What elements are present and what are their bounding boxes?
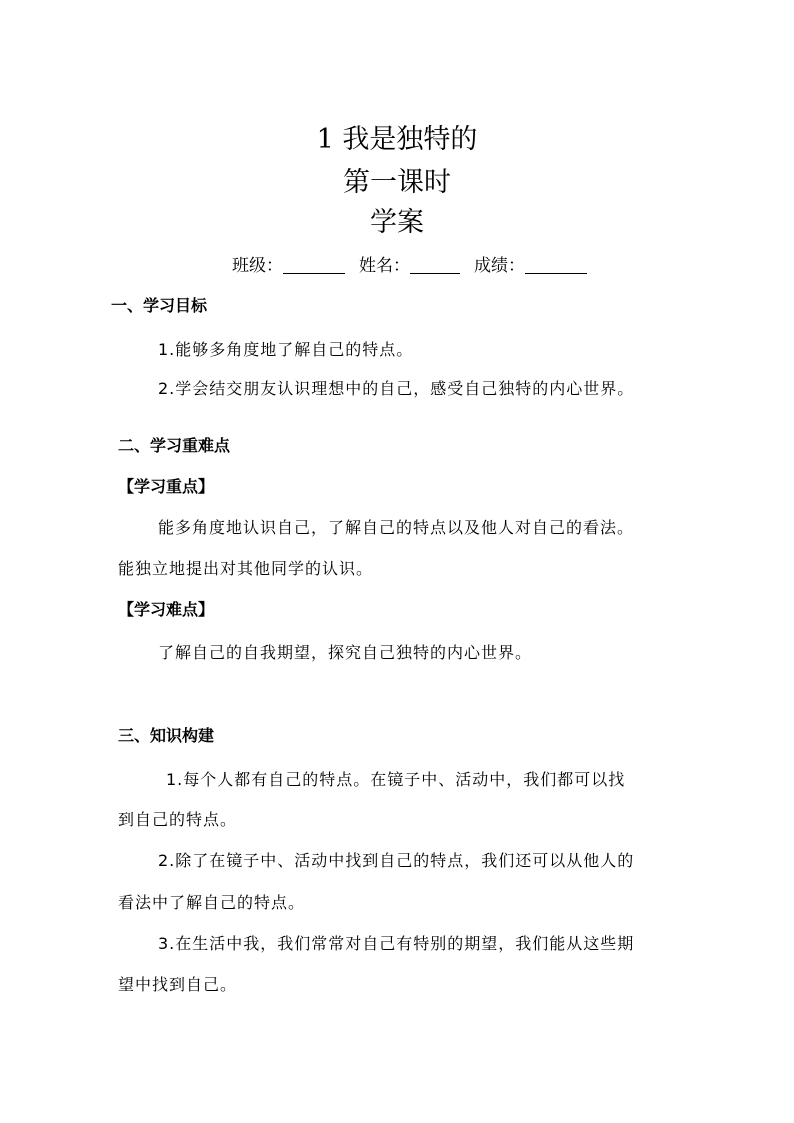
knowledge-item-3-line-2: 望中找到自己。 bbox=[118, 975, 238, 994]
doc-type: 学案 bbox=[370, 207, 424, 238]
class-blank bbox=[283, 255, 345, 274]
section-heading-key-points: 二、学习重难点 bbox=[118, 436, 231, 455]
class-label: 班级： bbox=[232, 256, 283, 276]
name-blank bbox=[410, 255, 460, 274]
knowledge-item-2-line-1: 2.除了在镜子中、活动中找到自己的特点，我们还可以从他人的 bbox=[158, 851, 635, 870]
knowledge-item-1-line-1: 1.每个人都有自己的特点。在镜子中、活动中，我们都可以找 bbox=[166, 770, 626, 789]
knowledge-item-1-line-2: 到自己的特点。 bbox=[118, 810, 238, 829]
key-point-line-1: 能多角度地认识自己，了解自己的特点以及他人对自己的看法。 bbox=[158, 518, 635, 537]
lesson-title: 1 我是独特的 bbox=[316, 124, 478, 155]
lesson-period: 第一课时 bbox=[343, 167, 451, 198]
key-point-line-2: 能独立地提出对其他同学的认识。 bbox=[118, 559, 374, 578]
objective-item-1: 1.能够多角度地了解自己的特点。 bbox=[158, 340, 414, 359]
key-point-label: 【学习重点】 bbox=[118, 477, 215, 496]
name-label: 姓名： bbox=[359, 256, 410, 276]
student-info-line bbox=[232, 254, 652, 278]
knowledge-item-3-line-1: 3.在生活中我，我们常常对自己有特别的期望，我们能从这些期 bbox=[158, 934, 635, 953]
difficult-point-text: 了解自己的自我期望，探究自己独特的内心世界。 bbox=[158, 643, 533, 662]
score-blank bbox=[525, 255, 587, 274]
section-heading-knowledge: 三、知识构建 bbox=[118, 726, 215, 745]
difficult-point-label: 【学习难点】 bbox=[118, 600, 215, 619]
score-label: 成绩： bbox=[474, 256, 525, 276]
objective-item-2: 2.学会结交朋友认识理想中的自己，感受自己独特的内心世界。 bbox=[158, 379, 635, 398]
knowledge-item-2-line-2: 看法中了解自己的特点。 bbox=[118, 893, 306, 912]
section-heading-objectives: 一、学习目标 bbox=[111, 296, 208, 315]
